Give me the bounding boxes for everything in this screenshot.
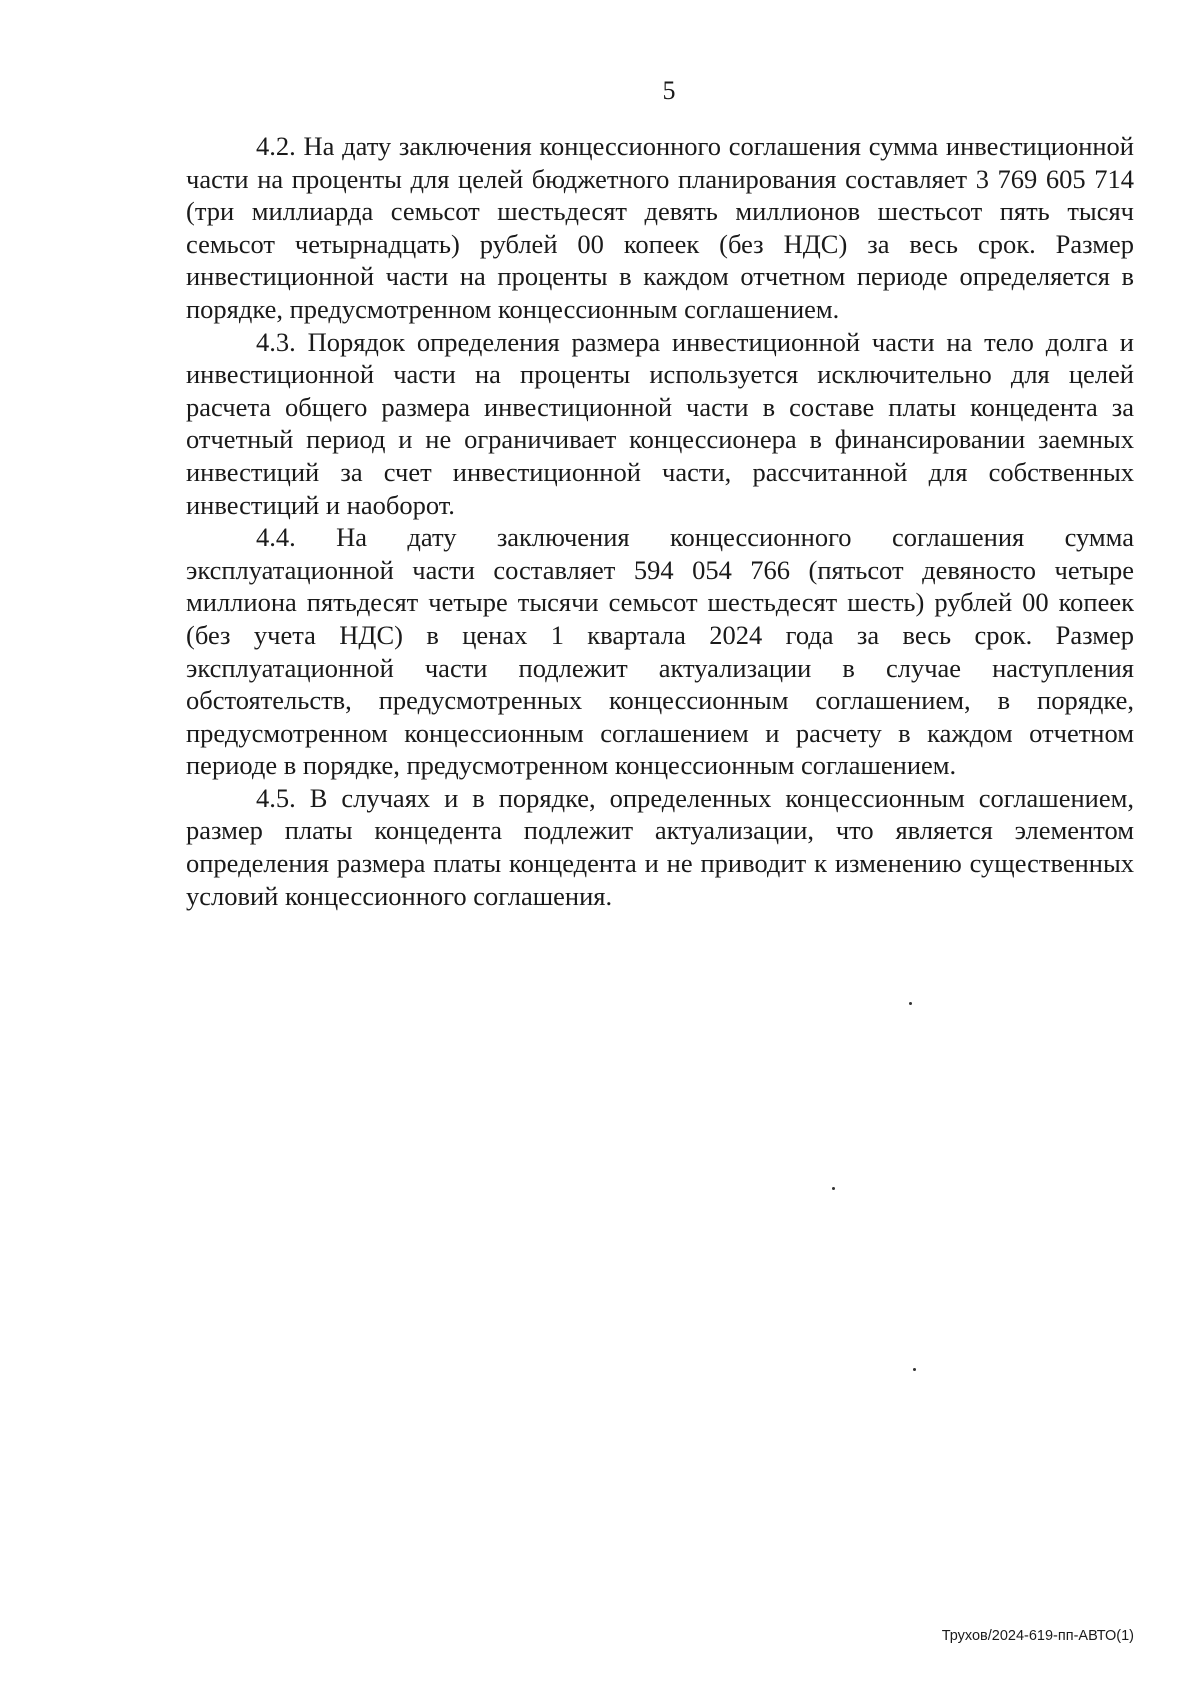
scan-speck (832, 1187, 835, 1190)
scan-speck (909, 1002, 912, 1005)
document-footer-code: Трухов/2024-619-пп-АВТО(1) (941, 1628, 1134, 1644)
page-number: 5 (662, 76, 676, 105)
paragraph-4-4: 4.4. На дату заключения концессионного соглашения сумма эксплуатационной части составляет 594 054 766 (пятьсот девяносто четыре миллиона пятьдесят четыре тысячи семьсот шестьдесят шесть) рублей 00 копеек (без учета НДС) в ценах 1 квартала 2024 года за весь срок. Размер эксплуатационной части подлежит актуализации в случае наступления обстоятельств, предусмотренных концессионным соглашением, в порядке, предусмотренном концессионным соглашением и расчету в каждом отчетном периоде в порядке, предусмотренном концессионным соглашением. (186, 522, 1134, 781)
paragraph-4-3: 4.3. Порядок определения размера инвестиционной части на тело долга и инвестиционной части на проценты используется исключительно для целей расчета общего размера инвестиционной части в составе платы концедента за отчетный период и не ограничивает концессионера в финансировании заемных инвестиций за счет инвестиционной части, рассчитанной для собственных инвестиций и наоборот. (186, 326, 1134, 520)
paragraph-4-2: 4.2. На дату заключения концессионного соглашения сумма инвестиционной части на проценты для целей бюджетного планирования составляет 3 769 605 714 (три миллиарда семьсот шестьдесят девять миллионов шестьсот пять тысяч семьсот четырнадцать) рублей 00 копеек (без НДС) за весь срок. Размер инвестиционной части на проценты в каждом отчетном периоде определяется в порядке, предусмотренном концессионным соглашением. (186, 131, 1134, 324)
scan-speck (913, 1368, 916, 1371)
document-body (186, 130, 1134, 912)
paragraph-4-5: 4.5. В случаях и в порядке, определенных концессионным соглашением, размер платы концедента подлежит актуализации, что является элементом определения размера платы концедента и не приводит к изменению существенных условий концессионного соглашения. (186, 782, 1134, 911)
